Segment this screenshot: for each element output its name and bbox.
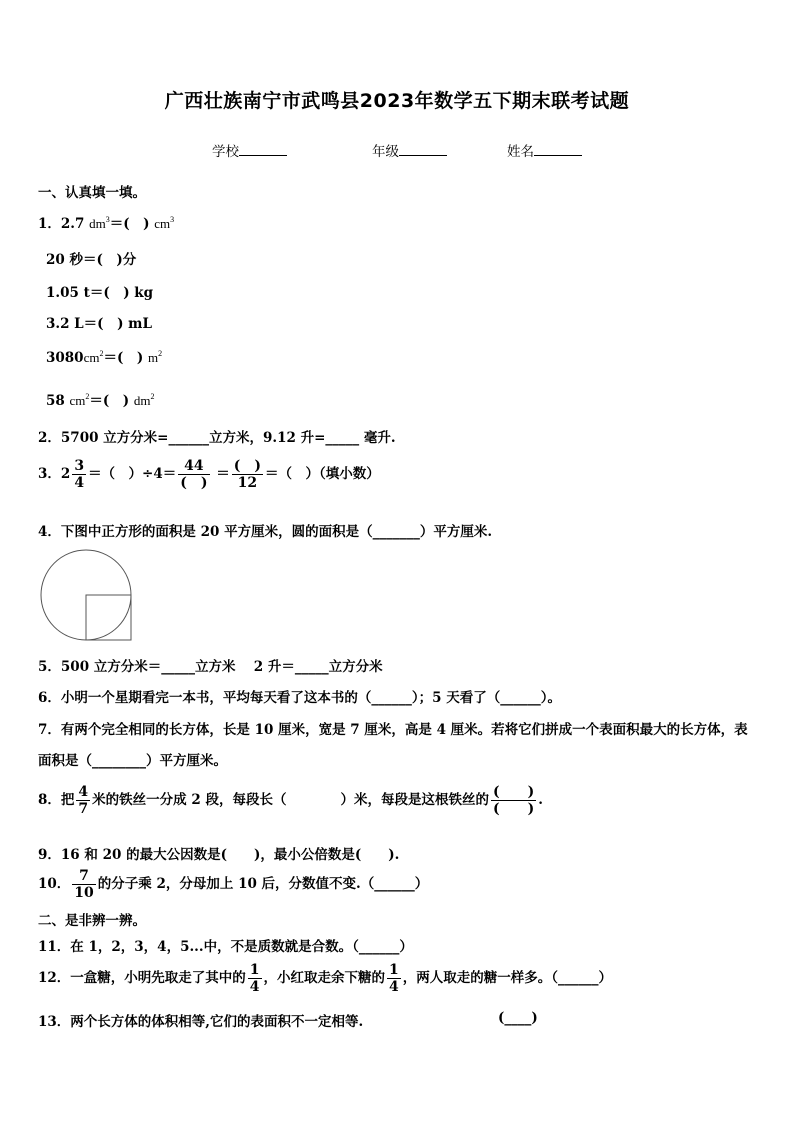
question-12: 12．一盒糖，小明先取走了其中的 $\frac{1}{4}$ ，小红取走余下糖的 $\frac{1}{4}$ ，两人取走的糖一样多。（______） [38, 962, 613, 995]
name-blank[interactable] [534, 141, 582, 156]
fraction-1-4-b: $\frac{1}{4}$ [389, 962, 399, 995]
question-10: 10． $\frac{7}{10}$ 的分子乘 2，分母加上 10 后，分数值不变.（______） [38, 868, 429, 901]
question-4: 4．下图中正方形的面积是 20 平方厘米，圆的面积是（_______）平方厘米. [38, 524, 493, 540]
page-title: 广西壮族南宁市武鸣县2023年数学五下期末联考试题 [164, 90, 630, 112]
question-1c: 1.05 t＝( ) kg [46, 285, 154, 301]
school-blank[interactable] [239, 141, 287, 156]
fraction-12: $\frac{( )}{12}$ [233, 458, 261, 491]
question-9: 9．16 和 20 的最大公因数是( )，最小公倍数是( ). [38, 847, 400, 863]
question-6: 6．小明一个星期看完一本书，平均每天看了这本书的（______）；5 天看了（______）。 [38, 690, 561, 706]
grade-field: 年级 [372, 140, 447, 160]
question-1a: 1．2.7 $dm^3=$( ) $cm^3$ [38, 215, 175, 232]
question-13-blank[interactable]: (____) [498, 1010, 538, 1026]
fraction-4-7: $\frac{4}{7}$ [78, 784, 89, 817]
fraction-3-4: $\frac{3}{4}$ [74, 458, 85, 491]
section-2-heading: 二、是非辨一辨。 [38, 913, 146, 929]
school-field: 学校 [212, 140, 287, 160]
question-2: 2．5700 立方分米=______立方米，9.12 升=_____ 毫升. [38, 430, 396, 446]
grade-blank[interactable] [399, 141, 447, 156]
question-5: 5．500 立方分米＝_____立方米 2 升＝_____立方分米 [38, 659, 383, 675]
question-1d: 3.2 L＝( ) mL [46, 316, 152, 332]
question-1b: 20 秒＝( )分 [46, 252, 137, 268]
question-7-line2: 面积是（________）平方厘米。 [38, 753, 227, 769]
question-1f: 58 $cm^2=$( ) $dm^2$ [46, 392, 155, 409]
question-3: 3．2 $\frac{3}{4}$ ＝（ ）÷4＝ $\frac{44}{( )}$ ＝ $\frac{( )}{12}$ ＝（ ）（填小数） [38, 458, 380, 491]
fraction-44: $\frac{44}{( )}$ [180, 458, 208, 491]
circle-square-figure [38, 548, 138, 644]
fraction-1-4-a: $\frac{1}{4}$ [249, 962, 260, 995]
question-7-line1: 7．有两个完全相同的长方体，长是 10 厘米，宽是 7 厘米，高是 4 厘米。若将它们拼成一个表面积最大的长方体，表 [38, 722, 748, 738]
fraction-7-10: $\frac{7}{10}$ [74, 868, 94, 901]
question-8: 8．把 $\frac{4}{7}$ 米的铁丝一分成 2 段，每段长（ ）米，每段是这根铁丝的 $\frac{( )}{( )}$ . [38, 784, 543, 817]
question-11: 11．在 1，2，3，4，5...中，不是质数就是合数。（______） [38, 939, 413, 955]
section-1-heading: 一、认真填一填。 [38, 185, 146, 201]
fraction-blank: $\frac{( )}{( )}$ [492, 784, 535, 817]
question-1e: $3080cm^2=$( ) $m^2$ [46, 349, 163, 366]
name-field: 姓名 [507, 140, 582, 160]
question-13: 13．两个长方体的体积相等,它们的表面积不一定相等. [38, 1014, 364, 1030]
